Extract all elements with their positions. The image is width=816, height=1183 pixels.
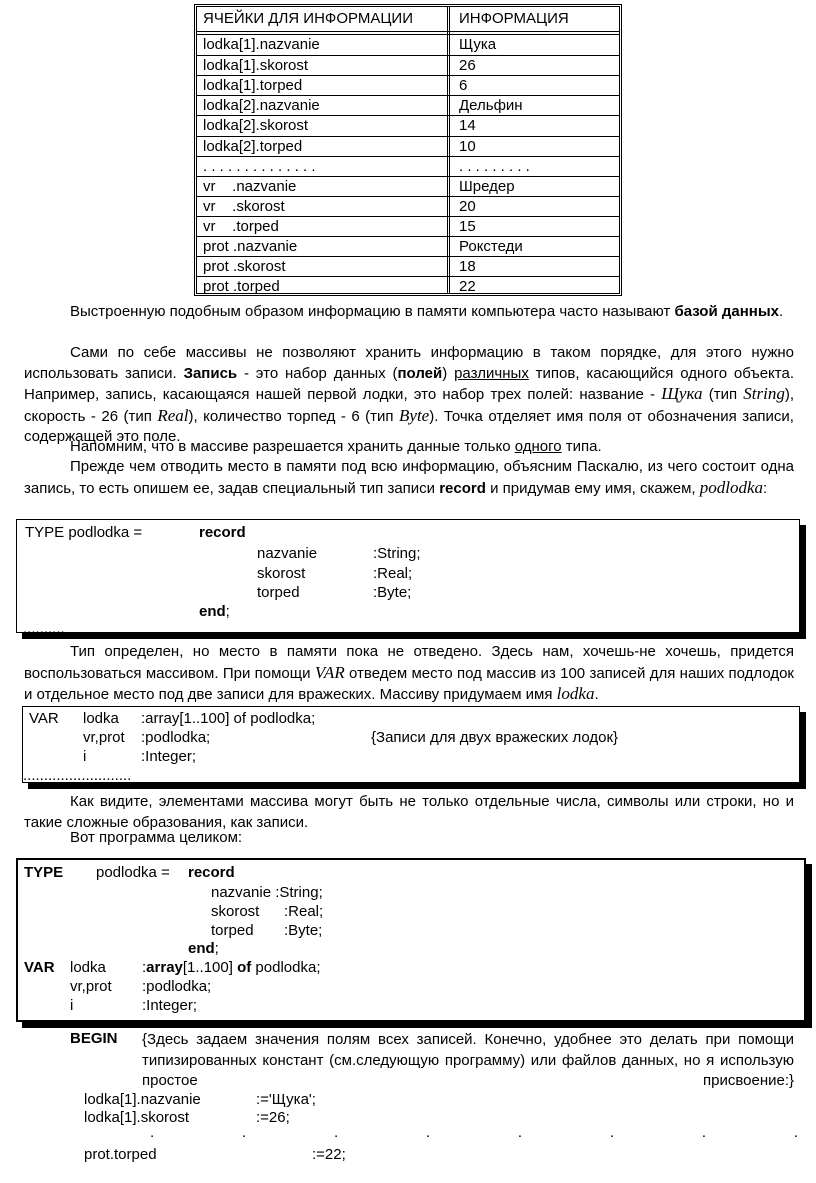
code-statement-value: :=26; — [256, 1109, 290, 1126]
table-row — [197, 156, 619, 177]
cell-name: prot .torped — [203, 278, 280, 296]
code-type-keyword: TYPE — [24, 864, 64, 881]
table-row — [197, 276, 619, 297]
code-statement-value: :='Щука'; — [256, 1091, 316, 1108]
table-row — [197, 55, 619, 76]
code-field: skorost — [257, 565, 306, 582]
code-field-type: :Real; — [373, 565, 413, 582]
table-row — [197, 95, 619, 116]
code-type-name: podlodka = — [96, 864, 170, 881]
cell-value: Рокстеди — [459, 238, 523, 255]
cell-name: lodka[2].nazvanie — [203, 97, 320, 115]
code-field-type: :String; — [373, 545, 421, 562]
cell-value: 14 — [459, 117, 476, 135]
code-var-type: :podlodka; — [142, 978, 212, 995]
table-row — [197, 236, 619, 257]
code-block-var — [22, 706, 800, 783]
code-field: torped — [211, 922, 254, 939]
table-row — [197, 115, 619, 136]
code-begin-keyword: BEGIN — [70, 1030, 118, 1047]
cell-name: lodka[1].nazvanie — [203, 36, 320, 53]
code-statement: prot.torped — [84, 1146, 157, 1163]
paragraph-one-type: Напомним, что в массиве разрешается хранить данные только одного типа. — [70, 438, 602, 455]
code-end: end; — [188, 940, 219, 957]
table-header — [197, 7, 619, 35]
code-statement-value: :=22; — [312, 1146, 346, 1163]
cell-name: vr .nazvanie — [203, 177, 297, 195]
code-field: nazvanie :String; — [211, 884, 323, 901]
code-var-type: :Integer; — [142, 997, 198, 1014]
code-field-type: :Byte; — [284, 922, 323, 939]
cell-name: prot .skorost — [203, 258, 286, 276]
cell-name: lodka[2].skorost — [203, 117, 309, 135]
code-comment: {Записи для двух вражеских лодок} — [371, 729, 619, 746]
code-ellipsis: .......... — [23, 620, 65, 637]
code-statement: lodka[1].skorost — [84, 1109, 190, 1126]
code-field: skorost — [211, 903, 260, 920]
cell-name: lodka[2].torped — [203, 137, 303, 155]
cell-value: 20 — [459, 197, 476, 215]
code-begin-comment: {Здесь задаем значения полям всех записей. Конечно, удобнее это делать при помощи типизированных констант (см.следующую программу) или файлов данных, но я использую простое присвоение:} — [142, 1031, 794, 1089]
code-statement: lodka[1].nazvanie — [84, 1091, 201, 1108]
cell-value: . . . . . . . . . — [459, 157, 530, 175]
code-var-name: i — [70, 997, 74, 1014]
code-var-name: i — [83, 748, 87, 765]
code-var-name: lodka — [83, 710, 119, 727]
paragraph-complex: Как видите, элементами массива могут быть не только отдельные числа, символы или строки, но и такие сложные образования, как записи. — [24, 793, 794, 831]
cell-value: Шредер — [459, 177, 515, 195]
code-record-keyword: record — [199, 524, 246, 541]
code-var-keyword: VAR — [24, 959, 55, 976]
cell-name: lodka[1].torped — [203, 77, 303, 95]
paragraph-define-type: Прежде чем отводить место в памяти под всю информацию, объясним Паскалю, из чего состоит одна запись, то есть опишем ее, задав специальный тип записи record и придумав ему имя, скажем, podlodka: — [24, 458, 794, 497]
cell-name: lodka[1].skorost — [203, 57, 309, 75]
cell-value: 18 — [459, 258, 476, 276]
cell-value: 10 — [459, 137, 476, 155]
code-field: nazvanie — [257, 545, 318, 562]
code-var-type: :podlodka; — [141, 729, 211, 746]
code-var-type: :array[1..100] of podlodka; — [141, 710, 316, 727]
table-row — [197, 216, 619, 237]
code-var-name: lodka — [70, 959, 106, 976]
code-dots-row: . . . . . . . . — [150, 1124, 798, 1141]
info-table — [194, 4, 622, 296]
code-block-type — [16, 519, 800, 637]
code-block-program — [16, 858, 806, 1022]
cell-value: Дельфин — [459, 97, 523, 115]
code-var-keyword: VAR — [29, 710, 59, 727]
header-info: ИНФОРМАЦИЯ — [459, 10, 569, 27]
paragraph-var: Тип определен, но место в памяти пока не отведено. Здесь нам, хочешь-не хочешь, придется воспользоваться массивом. При помощи VAR отведем место под массив из 100 записей для наших подлодок и отдельное место под две записи для вражеских. Массиву придумаем имя lodka. — [24, 643, 794, 703]
code-var-name: vr,prot — [70, 978, 112, 995]
table-row — [197, 75, 619, 96]
table-row — [197, 256, 619, 277]
header-cells: ЯЧЕЙКИ ДЛЯ ИНФОРМАЦИИ — [203, 10, 413, 27]
cell-name: vr .torped — [203, 217, 279, 235]
cell-value: 26 — [459, 57, 476, 75]
code-type-decl: TYPE podlodka = — [25, 524, 143, 541]
code-field: torped — [257, 584, 300, 601]
code-ellipsis: .......................... — [23, 767, 132, 784]
table-row — [197, 176, 619, 197]
table-row — [197, 196, 619, 217]
cell-value: Щука — [459, 36, 497, 53]
code-var-type: :array[1..100] of podlodka; — [142, 959, 321, 976]
code-field-type: :Byte; — [373, 584, 412, 601]
cell-name: vr .skorost — [203, 197, 285, 215]
cell-name: prot .nazvanie — [203, 238, 298, 255]
paragraph-database: Выстроенную подобным образом информацию в памяти компьютера часто называют базой данных. — [70, 303, 784, 320]
cell-name: . . . . . . . . . . . . . . — [203, 157, 316, 175]
code-end: end; — [199, 603, 230, 620]
table-row — [197, 136, 619, 157]
cell-value: 22 — [459, 278, 476, 296]
code-var-name: vr,prot — [83, 729, 125, 746]
paragraph-whole-program: Вот программа целиком: — [70, 829, 243, 846]
cell-value: 15 — [459, 217, 476, 235]
code-record-keyword: record — [188, 864, 235, 881]
cell-value: 6 — [459, 77, 468, 95]
code-var-type: :Integer; — [141, 748, 197, 765]
code-field-type: :Real; — [284, 903, 324, 920]
table-row — [197, 35, 619, 55]
paragraph-record: Сами по себе массивы не позволяют хранить информацию в таком порядке, для этого нужно использовать записи. Запись - это набор данных (полей) различных типов, касающийся одного объекта. Например, запись, касающаяся нашей первой лодки, это набор трех полей: название - Щука (тип String), скорость - 26 (тип Real), количество торпед - 6 (тип Byte). Точка отделяет имя поля от обозначения записи, содержащей это поле. — [24, 344, 795, 445]
